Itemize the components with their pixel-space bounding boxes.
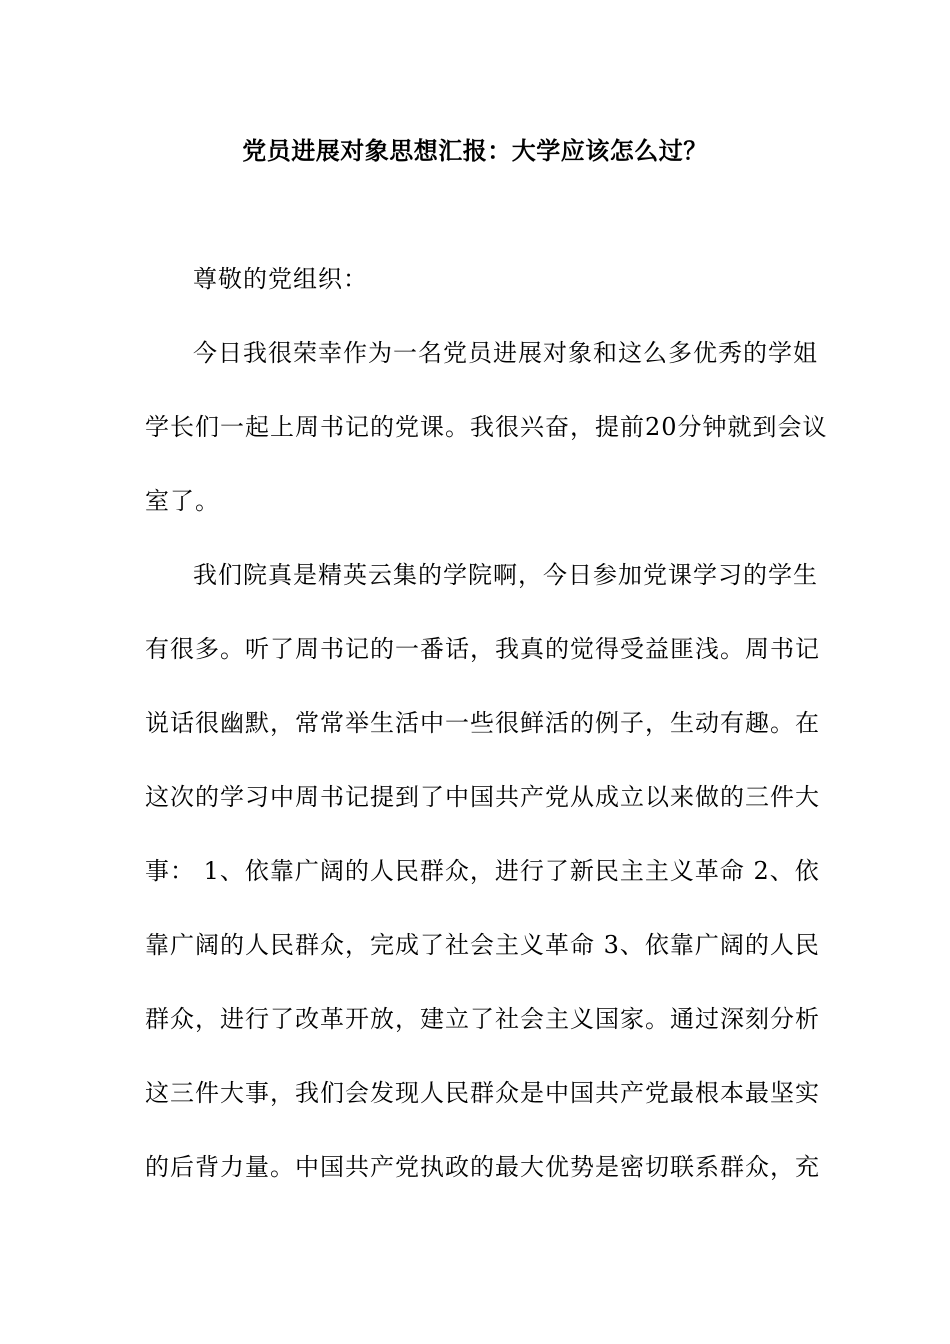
document-title: 党员进展对象思想汇报：大学应该怎么过？ (242, 136, 708, 165)
body-line: 室了。 (145, 487, 220, 515)
body-line: 群众，进行了改革开放，建立了社会主义国家。通过深刻分析 (145, 1005, 820, 1033)
body-line: 说话很幽默，常常举生活中一些很鲜活的例子，生动有趣。在 (145, 709, 820, 737)
body-line: 今日我很荣幸作为一名党员进展对象和这么多优秀的学姐 (193, 339, 818, 367)
salutation-line: 尊敬的党组织： (193, 265, 368, 293)
body-line: 这三件大事，我们会发现人民群众是中国共产党最根本最坚实 (145, 1079, 820, 1107)
body-line: 学长们一起上周书记的党课。我很兴奋，提前20分钟就到会议 (145, 413, 828, 441)
body-line: 有很多。听了周书记的一番话，我真的觉得受益匪浅。周书记 (145, 635, 820, 663)
body-line: 这次的学习中周书记提到了中国共产党从成立以来做的三件大 (145, 783, 820, 811)
body-line: 靠广阔的人民群众，完成了社会主义革命 3、依靠广阔的人民 (145, 931, 820, 959)
body-line: 我们院真是精英云集的学院啊，今日参加党课学习的学生 (193, 561, 818, 589)
body-line: 事： 1、依靠广阔的人民群众，进行了新民主主义革命 2、依 (145, 857, 820, 885)
body-line: 的后背力量。中国共产党执政的最大优势是密切联系群众，充 (145, 1153, 820, 1181)
